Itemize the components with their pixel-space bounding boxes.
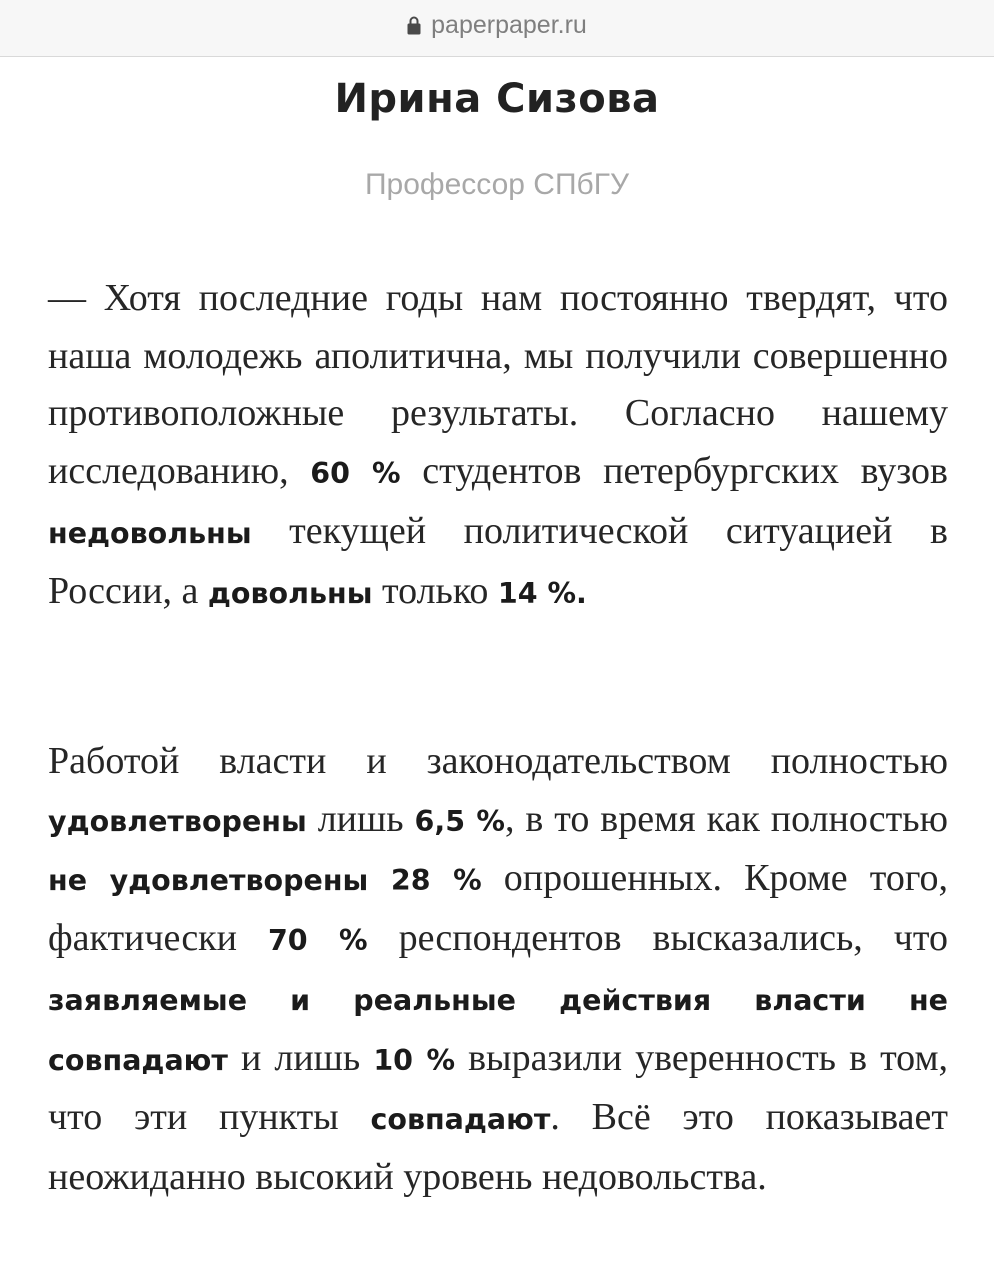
url-display[interactable] [407,11,587,40]
text-segment: респондентов высказались, что [367,917,948,960]
text-segment: . Всё это показывает неожиданно высокий уровень недовольства. [48,1096,948,1198]
text-segment: , в то время как полностью [504,797,949,840]
bold-phrase: не удовлетворены 28 % [48,864,482,898]
bold-stat: 14 %. [497,576,587,610]
author-role: Профессор СПбГУ [364,168,630,201]
quote-paragraph-1 [48,270,948,622]
text-segment: Работой власти и законодательством полностью [48,740,948,782]
quote-paragraph-2 [48,733,948,1207]
bold-phrase: совпадают [370,1103,551,1137]
url-text: paperpaper.ru [431,10,587,39]
text-segment: текущей политической ситуацией в России, а [48,509,948,612]
bold-stat: 10 % [373,1043,456,1077]
text-segment: студентов петербургских вузов [400,450,948,493]
text-segment: и лишь [227,1036,374,1079]
bold-stat: 60 % [310,457,401,491]
browser-address-bar[interactable] [0,0,994,57]
text-segment: выразили уверенность в том, что эти пункты [48,1036,949,1139]
bold-phrase: заявляемые и реальные действия власти не совпадают [48,983,948,1077]
bold-stat: 70 % [267,924,368,958]
bold-phrase: довольны [207,576,373,610]
bold-phrase: недовольны [48,516,252,550]
bold-stat: 6,5 % [414,804,505,838]
text-segment: только [372,569,498,612]
text-segment: лишь [306,797,415,840]
lock-icon [407,15,421,35]
author-name: Ирина Сизова [334,76,660,122]
bold-phrase: удовлетворены [48,804,307,838]
text-segment: опрошенных. Кроме того, фактически [48,857,949,960]
text-segment: — Хотя последние годы нам постоянно твердят, что наша молодежь аполитична, мы получили совершенно противоположные результаты. Согласно нашему исследованию, [48,277,948,493]
